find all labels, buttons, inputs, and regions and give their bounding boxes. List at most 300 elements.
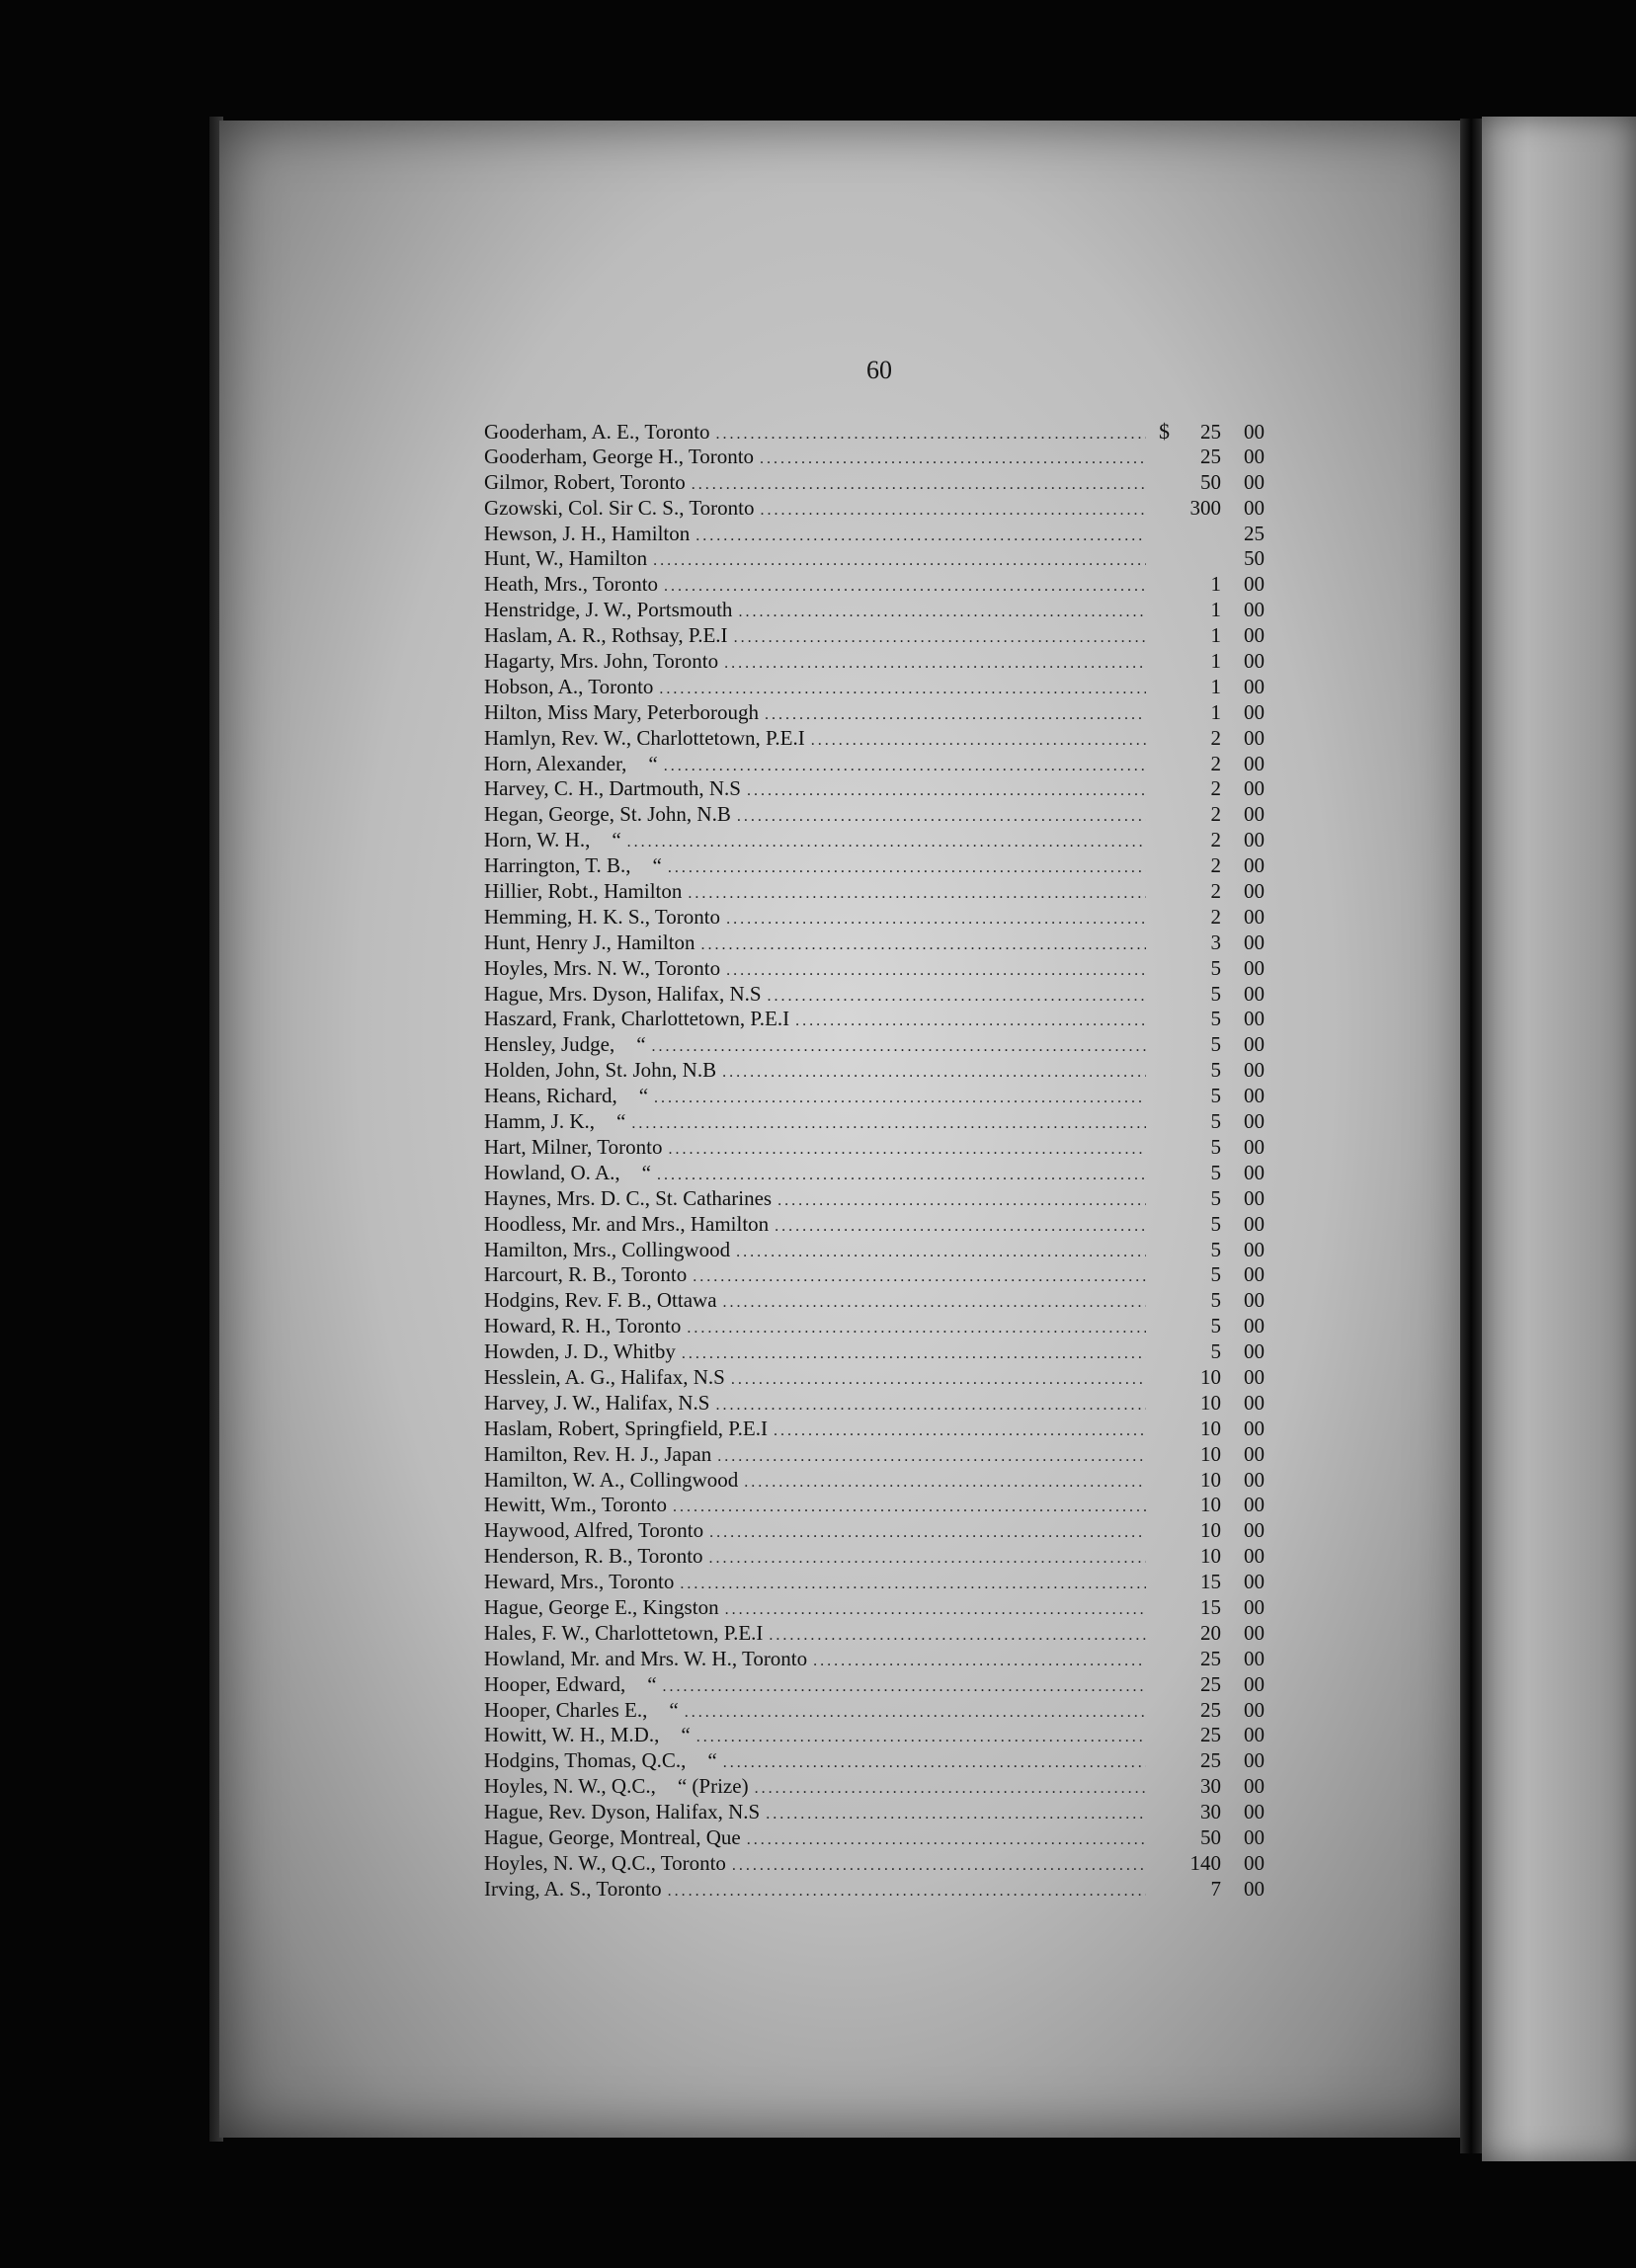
list-item bbox=[484, 1774, 1265, 1800]
dot-leader bbox=[652, 1034, 1146, 1060]
currency-symbol: $ bbox=[1159, 419, 1170, 444]
amount-dollars: 2 bbox=[1210, 802, 1221, 827]
amount-cents: 00 bbox=[1244, 1544, 1265, 1569]
dot-leader bbox=[664, 574, 1146, 600]
list-item bbox=[484, 1058, 1265, 1084]
amount-cents: 00 bbox=[1244, 572, 1265, 597]
amount-dollars: 10 bbox=[1200, 1493, 1221, 1517]
subscriber-name: Heans, Richard, bbox=[484, 1084, 617, 1108]
dot-leader bbox=[765, 702, 1146, 728]
list-item bbox=[484, 649, 1265, 675]
dot-leader bbox=[747, 778, 1146, 804]
list-item bbox=[484, 982, 1265, 1008]
subscriber-name: Howitt, W. H., M.D., bbox=[484, 1723, 660, 1747]
subscriber-name: Hobson, A., Toronto bbox=[484, 674, 654, 698]
dot-leader bbox=[731, 1367, 1146, 1393]
ditto-mark: “ bbox=[616, 1109, 626, 1134]
amount-dollars: 5 bbox=[1210, 1084, 1221, 1108]
amount-cents: 00 bbox=[1244, 1288, 1265, 1313]
ditto-mark: “ (Prize) bbox=[677, 1774, 749, 1799]
list-item bbox=[484, 1032, 1265, 1058]
list-item bbox=[484, 1391, 1265, 1417]
subscriber-name: Howden, J. D., Whitby bbox=[484, 1339, 676, 1364]
list-item bbox=[484, 1365, 1265, 1391]
amount-cents: 00 bbox=[1244, 1109, 1265, 1134]
ditto-mark: “ bbox=[652, 853, 662, 878]
list-item bbox=[484, 1723, 1265, 1748]
amount-cents: 00 bbox=[1244, 1134, 1265, 1159]
amount-cents: 00 bbox=[1244, 1185, 1265, 1210]
amount-dollars: 2 bbox=[1210, 828, 1221, 852]
dot-leader bbox=[734, 625, 1146, 651]
ditto-mark: “ bbox=[636, 1032, 646, 1057]
dot-leader bbox=[682, 1341, 1146, 1367]
list-item bbox=[484, 1186, 1265, 1212]
dot-leader bbox=[775, 1214, 1146, 1240]
amount-cents: 00 bbox=[1244, 1824, 1265, 1849]
amount-dollars: 5 bbox=[1210, 1134, 1221, 1159]
list-item bbox=[484, 802, 1265, 828]
dot-leader bbox=[769, 1623, 1146, 1649]
amount-cents: 00 bbox=[1244, 1774, 1265, 1799]
amount-cents: 00 bbox=[1244, 495, 1265, 520]
subscriber-name: Hesslein, A. G., Halifax, N.S bbox=[484, 1364, 725, 1389]
dot-leader bbox=[668, 1137, 1146, 1163]
subscriber-name: Hamilton, Rev. H. J., Japan bbox=[484, 1441, 712, 1466]
list-item bbox=[484, 1314, 1265, 1339]
dot-leader bbox=[725, 1597, 1146, 1623]
amount-dollars: 25 bbox=[1200, 420, 1221, 444]
amount-dollars: 300 bbox=[1189, 495, 1221, 520]
dot-leader bbox=[726, 907, 1146, 932]
subscriber-name: Hodgins, Rev. F. B., Ottawa bbox=[484, 1288, 717, 1313]
amount-dollars: 10 bbox=[1200, 1390, 1221, 1415]
subscriber-name: Hoodless, Mr. and Mrs., Hamilton bbox=[484, 1211, 770, 1236]
dot-leader bbox=[761, 498, 1146, 524]
subscriber-name: Haynes, Mrs. D. C., St. Catharines bbox=[484, 1185, 773, 1210]
list-item bbox=[484, 1262, 1265, 1288]
facing-page-edge bbox=[1482, 117, 1636, 2161]
dot-leader bbox=[709, 1520, 1146, 1546]
list-item bbox=[484, 1417, 1265, 1442]
subscriber-name: Hague, Rev. Dyson, Halifax, N.S bbox=[484, 1800, 761, 1824]
list-item bbox=[484, 1851, 1265, 1877]
amount-cents: 00 bbox=[1244, 853, 1265, 878]
amount-cents: 00 bbox=[1244, 751, 1265, 775]
subscriber-name: Hamilton, Mrs., Collingwood bbox=[484, 1237, 731, 1261]
dot-leader bbox=[813, 1649, 1146, 1674]
amount-cents: 00 bbox=[1244, 725, 1265, 750]
subscriber-name: Haywood, Alfred, Toronto bbox=[484, 1518, 704, 1543]
ditto-mark: “ bbox=[612, 828, 621, 852]
subscriber-name: Hague, Mrs. Dyson, Halifax, N.S bbox=[484, 981, 762, 1006]
amount-cents: 00 bbox=[1244, 930, 1265, 954]
amount-dollars: 3 bbox=[1210, 930, 1221, 954]
ditto-mark: “ bbox=[681, 1723, 691, 1747]
list-item bbox=[484, 1698, 1265, 1724]
amount-cents: 00 bbox=[1244, 623, 1265, 648]
amount-cents: 00 bbox=[1244, 699, 1265, 724]
subscriber-name: Hoyles, Mrs. N. W., Toronto bbox=[484, 955, 721, 980]
list-item bbox=[484, 1084, 1265, 1109]
subscriber-name: Horn, W. H., bbox=[484, 828, 591, 852]
dot-leader bbox=[723, 1750, 1146, 1776]
amount-dollars: 15 bbox=[1200, 1594, 1221, 1619]
list-item bbox=[484, 905, 1265, 931]
amount-cents: 00 bbox=[1244, 1518, 1265, 1543]
amount-dollars: 5 bbox=[1210, 1058, 1221, 1083]
subscriber-name: Howland, O. A., bbox=[484, 1160, 620, 1184]
list-item bbox=[484, 1570, 1265, 1595]
dot-leader bbox=[736, 1240, 1146, 1265]
dot-leader bbox=[726, 958, 1146, 984]
amount-cents: 00 bbox=[1244, 1671, 1265, 1696]
list-item bbox=[484, 496, 1265, 522]
subscriber-name: Hoyles, N. W., Q.C., Toronto bbox=[484, 1850, 726, 1875]
subscriber-name: Howard, R. H., Toronto bbox=[484, 1314, 682, 1338]
subscriber-name: Hillier, Robt., Hamilton bbox=[484, 879, 683, 904]
dot-leader bbox=[685, 1700, 1146, 1726]
list-item bbox=[484, 419, 1265, 445]
subscriber-name: Horn, Alexander, bbox=[484, 751, 627, 775]
subscriber-name: Haszard, Frank, Charlottetown, P.E.I bbox=[484, 1007, 790, 1031]
amount-cents: 00 bbox=[1244, 1594, 1265, 1619]
list-item bbox=[484, 1238, 1265, 1263]
amount-dollars: 5 bbox=[1210, 1007, 1221, 1031]
ditto-mark: “ bbox=[641, 1160, 651, 1184]
amount-cents: 00 bbox=[1244, 1390, 1265, 1415]
dot-leader bbox=[664, 754, 1146, 779]
subscriber-name: Heward, Mrs., Toronto bbox=[484, 1570, 675, 1594]
list-item bbox=[484, 726, 1265, 752]
amount-dollars: 5 bbox=[1210, 955, 1221, 980]
dot-leader bbox=[663, 1674, 1146, 1700]
amount-cents: 00 bbox=[1244, 1493, 1265, 1517]
dot-leader bbox=[774, 1418, 1146, 1444]
subscriber-name: Hagarty, Mrs. John, Toronto bbox=[484, 649, 719, 674]
amount-dollars: 5 bbox=[1210, 1211, 1221, 1236]
list-item bbox=[484, 1135, 1265, 1161]
dot-leader bbox=[653, 548, 1146, 574]
list-item bbox=[484, 1468, 1265, 1494]
amount-dollars: 25 bbox=[1200, 1646, 1221, 1670]
amount-cents: 00 bbox=[1244, 1084, 1265, 1108]
amount-cents: 00 bbox=[1244, 649, 1265, 674]
amount-dollars: 140 bbox=[1189, 1850, 1221, 1875]
dot-leader bbox=[755, 1776, 1146, 1802]
dot-leader bbox=[744, 1470, 1146, 1496]
amount-cents: 00 bbox=[1244, 598, 1265, 622]
list-item bbox=[484, 1647, 1265, 1672]
amount-dollars: 10 bbox=[1200, 1364, 1221, 1389]
amount-dollars: 5 bbox=[1210, 1109, 1221, 1134]
amount-dollars: 10 bbox=[1200, 1518, 1221, 1543]
subscriber-name: Hales, F. W., Charlottetown, P.E.I bbox=[484, 1620, 764, 1645]
amount-cents: 00 bbox=[1244, 674, 1265, 698]
list-item bbox=[484, 1825, 1265, 1851]
subscriber-name: Hegan, George, St. John, N.B bbox=[484, 802, 731, 827]
subscriber-name: Hart, Milner, Toronto bbox=[484, 1134, 663, 1159]
dot-leader bbox=[627, 830, 1146, 855]
list-item bbox=[484, 1800, 1265, 1825]
subscriber-name: Howland, Mr. and Mrs. W. H., Toronto bbox=[484, 1646, 808, 1670]
amount-cents: 00 bbox=[1244, 1467, 1265, 1492]
amount-dollars: 25 bbox=[1200, 444, 1221, 468]
list-item bbox=[484, 1493, 1265, 1518]
amount-cents: 00 bbox=[1244, 955, 1265, 980]
list-item bbox=[484, 776, 1265, 802]
list-item bbox=[484, 752, 1265, 777]
subscriber-name: Hooper, Charles E., bbox=[484, 1697, 648, 1722]
subscriber-name: Harvey, C. H., Dartmouth, N.S bbox=[484, 776, 741, 801]
dot-leader bbox=[715, 1393, 1146, 1418]
list-item bbox=[484, 700, 1265, 726]
subscriber-name: Gooderham, A. E., Toronto bbox=[484, 420, 710, 444]
amount-dollars: 2 bbox=[1210, 776, 1221, 801]
amount-cents: 00 bbox=[1244, 1007, 1265, 1031]
dot-leader bbox=[688, 881, 1146, 907]
amount-cents: 00 bbox=[1244, 776, 1265, 801]
dot-leader bbox=[723, 1290, 1146, 1316]
list-item bbox=[484, 1161, 1265, 1186]
amount-dollars: 2 bbox=[1210, 904, 1221, 929]
list-item bbox=[484, 623, 1265, 649]
amount-cents: 00 bbox=[1244, 1160, 1265, 1184]
amount-cents: 00 bbox=[1244, 1364, 1265, 1389]
amount-cents: 00 bbox=[1244, 828, 1265, 852]
list-item bbox=[484, 853, 1265, 879]
list-item bbox=[484, 828, 1265, 853]
amount-cents: 00 bbox=[1244, 802, 1265, 827]
list-item bbox=[484, 598, 1265, 623]
subscriber-name: Holden, John, St. John, N.B bbox=[484, 1058, 717, 1083]
amount-cents: 00 bbox=[1244, 1314, 1265, 1338]
subscriber-name: Henstridge, J. W., Portsmouth bbox=[484, 598, 733, 622]
dot-leader bbox=[692, 472, 1146, 498]
amount-dollars: 5 bbox=[1210, 1314, 1221, 1338]
dot-leader bbox=[695, 524, 1146, 549]
amount-dollars: 10 bbox=[1200, 1544, 1221, 1569]
amount-dollars: 5 bbox=[1210, 1032, 1221, 1057]
list-item bbox=[484, 1007, 1265, 1032]
subscription-list bbox=[484, 419, 1265, 1903]
dot-leader bbox=[737, 804, 1146, 830]
list-item bbox=[484, 470, 1265, 496]
subscriber-name: Hewson, J. H., Hamilton bbox=[484, 521, 691, 545]
dot-leader bbox=[693, 1264, 1146, 1290]
subscriber-name: Hoyles, N. W., Q.C., bbox=[484, 1774, 656, 1799]
subscriber-name: Henderson, R. B., Toronto bbox=[484, 1544, 703, 1569]
amount-dollars: 2 bbox=[1210, 751, 1221, 775]
ditto-mark: “ bbox=[648, 751, 658, 775]
amount-cents: 00 bbox=[1244, 1620, 1265, 1645]
amount-cents: 00 bbox=[1244, 420, 1265, 444]
list-item bbox=[484, 879, 1265, 905]
list-item bbox=[484, 546, 1265, 572]
list-item bbox=[484, 1595, 1265, 1621]
amount-cents: 00 bbox=[1244, 1876, 1265, 1901]
list-item bbox=[484, 1621, 1265, 1647]
amount-dollars: 5 bbox=[1210, 1262, 1221, 1287]
amount-dollars: 1 bbox=[1210, 598, 1221, 622]
amount-dollars: 1 bbox=[1210, 649, 1221, 674]
amount-cents: 00 bbox=[1244, 1032, 1265, 1057]
subscriber-name: Irving, A. S., Toronto bbox=[484, 1876, 662, 1901]
list-item bbox=[484, 1442, 1265, 1468]
dot-leader bbox=[673, 1495, 1146, 1520]
dot-leader bbox=[631, 1111, 1146, 1137]
subscriber-name: Hamlyn, Rev. W., Charlottetown, P.E.I bbox=[484, 725, 805, 750]
subscriber-name: Heath, Mrs., Toronto bbox=[484, 572, 659, 597]
dot-leader bbox=[659, 677, 1146, 702]
list-item bbox=[484, 572, 1265, 598]
amount-dollars: 20 bbox=[1200, 1620, 1221, 1645]
dot-leader bbox=[709, 1546, 1146, 1572]
subscriber-name: Hensley, Judge, bbox=[484, 1032, 615, 1057]
amount-dollars: 5 bbox=[1210, 1185, 1221, 1210]
amount-dollars: 10 bbox=[1200, 1441, 1221, 1466]
amount-dollars: 25 bbox=[1200, 1723, 1221, 1747]
list-item bbox=[484, 1288, 1265, 1314]
dot-leader bbox=[680, 1572, 1146, 1597]
list-item bbox=[484, 931, 1265, 956]
dot-leader bbox=[668, 1879, 1146, 1904]
dot-leader bbox=[766, 1802, 1146, 1827]
amount-dollars: 15 bbox=[1200, 1570, 1221, 1594]
subscriber-name: Haslam, A. R., Rothsay, P.E.I bbox=[484, 623, 728, 648]
list-item bbox=[484, 1748, 1265, 1774]
amount-cents: 50 bbox=[1244, 546, 1265, 571]
amount-dollars: 5 bbox=[1210, 1160, 1221, 1184]
amount-cents: 00 bbox=[1244, 981, 1265, 1006]
subscriber-name: Hunt, Henry J., Hamilton bbox=[484, 930, 695, 954]
amount-dollars: 2 bbox=[1210, 725, 1221, 750]
amount-cents: 00 bbox=[1244, 1339, 1265, 1364]
list-item bbox=[484, 1544, 1265, 1570]
subscriber-name: Hague, George E., Kingston bbox=[484, 1594, 719, 1619]
amount-dollars: 1 bbox=[1210, 623, 1221, 648]
amount-cents: 00 bbox=[1244, 1441, 1265, 1466]
amount-dollars: 10 bbox=[1200, 1416, 1221, 1440]
dot-leader bbox=[777, 1188, 1146, 1214]
list-item bbox=[484, 1339, 1265, 1365]
subscriber-name: Hilton, Miss Mary, Peterborough bbox=[484, 699, 760, 724]
list-item bbox=[484, 675, 1265, 700]
amount-dollars: 1 bbox=[1210, 572, 1221, 597]
subscriber-name: Hamm, J. K., bbox=[484, 1109, 595, 1134]
subscriber-name: Gzowski, Col. Sir C. S., Toronto bbox=[484, 495, 755, 520]
amount-dollars: 2 bbox=[1210, 879, 1221, 904]
subscriber-name: Gooderham, George H., Toronto bbox=[484, 444, 755, 468]
amount-dollars: 30 bbox=[1200, 1774, 1221, 1799]
amount-cents: 00 bbox=[1244, 1697, 1265, 1722]
amount-cents: 00 bbox=[1244, 1262, 1265, 1287]
subscriber-name: Harrington, T. B., bbox=[484, 853, 631, 878]
amount-dollars: 7 bbox=[1210, 1876, 1221, 1901]
amount-cents: 00 bbox=[1244, 1237, 1265, 1261]
page-number: 60 bbox=[866, 356, 892, 384]
ditto-mark: “ bbox=[669, 1697, 679, 1722]
dot-leader bbox=[722, 1060, 1146, 1086]
amount-cents: 00 bbox=[1244, 879, 1265, 904]
amount-cents: 25 bbox=[1244, 521, 1265, 545]
ditto-mark: “ bbox=[647, 1671, 657, 1696]
subscriber-name: Harcourt, R. B., Toronto bbox=[484, 1262, 688, 1287]
subscriber-name: Hewitt, Wm., Toronto bbox=[484, 1493, 667, 1517]
amount-cents: 00 bbox=[1244, 1800, 1265, 1824]
list-item bbox=[484, 522, 1265, 547]
list-item bbox=[484, 1212, 1265, 1238]
list-item bbox=[484, 1518, 1265, 1544]
amount-cents: 00 bbox=[1244, 1723, 1265, 1747]
subscriber-name: Gilmor, Robert, Toronto bbox=[484, 469, 686, 494]
subscriber-name: Hodgins, Thomas, Q.C., bbox=[484, 1748, 687, 1773]
dot-leader bbox=[687, 1316, 1146, 1341]
subscriber-name: Hague, George, Montreal, Que bbox=[484, 1824, 741, 1849]
subscriber-name: Hamilton, W. A., Collingwood bbox=[484, 1467, 739, 1492]
dot-leader bbox=[747, 1827, 1146, 1853]
dot-leader bbox=[795, 1009, 1146, 1034]
subscriber-name: Hemming, H. K. S., Toronto bbox=[484, 904, 721, 929]
amount-dollars: 30 bbox=[1200, 1800, 1221, 1824]
amount-cents: 00 bbox=[1244, 444, 1265, 468]
book-gutter bbox=[1460, 119, 1482, 2153]
subscriber-name: Haslam, Robert, Springfield, P.E.I bbox=[484, 1416, 768, 1440]
dot-leader bbox=[668, 855, 1146, 881]
list-item bbox=[484, 1877, 1265, 1903]
amount-dollars: 5 bbox=[1210, 981, 1221, 1006]
amount-dollars: 1 bbox=[1210, 699, 1221, 724]
amount-dollars: 50 bbox=[1200, 469, 1221, 494]
subscriber-name: Harvey, J. W., Halifax, N.S bbox=[484, 1390, 710, 1415]
amount-cents: 00 bbox=[1244, 904, 1265, 929]
amount-dollars: 5 bbox=[1210, 1339, 1221, 1364]
amount-cents: 00 bbox=[1244, 1850, 1265, 1875]
amount-dollars: 50 bbox=[1200, 1824, 1221, 1849]
subscriber-name: Hunt, W., Hamilton bbox=[484, 546, 648, 571]
amount-cents: 00 bbox=[1244, 1570, 1265, 1594]
dot-leader bbox=[717, 1444, 1146, 1470]
dot-leader bbox=[657, 1163, 1146, 1188]
dot-leader bbox=[732, 1853, 1146, 1879]
amount-dollars: 25 bbox=[1200, 1748, 1221, 1773]
amount-cents: 00 bbox=[1244, 1646, 1265, 1670]
dot-leader bbox=[696, 1725, 1146, 1750]
amount-cents: 00 bbox=[1244, 1748, 1265, 1773]
ditto-mark: “ bbox=[707, 1748, 717, 1773]
subscriber-name: Hooper, Edward, bbox=[484, 1671, 626, 1696]
amount-cents: 00 bbox=[1244, 1211, 1265, 1236]
dot-leader bbox=[724, 651, 1146, 677]
list-item bbox=[484, 956, 1265, 982]
dot-leader bbox=[738, 600, 1146, 625]
amount-dollars: 2 bbox=[1210, 853, 1221, 878]
amount-dollars: 25 bbox=[1200, 1697, 1221, 1722]
list-item bbox=[484, 445, 1265, 470]
list-item bbox=[484, 1109, 1265, 1135]
amount-dollars: 10 bbox=[1200, 1467, 1221, 1492]
amount-cents: 00 bbox=[1244, 1416, 1265, 1440]
dot-leader bbox=[700, 932, 1146, 958]
amount-dollars: 1 bbox=[1210, 674, 1221, 698]
amount-cents: 00 bbox=[1244, 469, 1265, 494]
dot-leader bbox=[760, 446, 1146, 472]
dot-leader bbox=[811, 728, 1146, 754]
dot-leader bbox=[716, 422, 1146, 447]
amount-dollars: 25 bbox=[1200, 1671, 1221, 1696]
amount-cents: 00 bbox=[1244, 1058, 1265, 1083]
list-item bbox=[484, 1672, 1265, 1698]
